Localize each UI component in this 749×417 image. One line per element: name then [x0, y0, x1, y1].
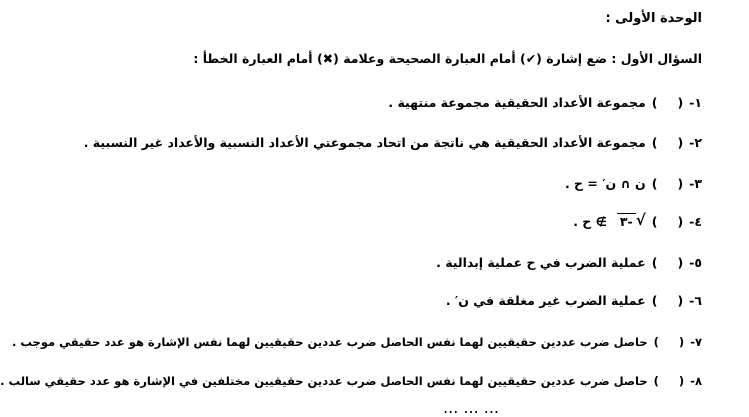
list-item [64, 292, 702, 310]
item-number: ٨- [690, 374, 702, 388]
answer-paren-close: ) [653, 335, 659, 349]
item-number: ٤- [689, 214, 702, 229]
list-item [64, 175, 702, 193]
list-item [64, 134, 702, 152]
answer-paren-close: ) [653, 374, 659, 388]
item-statement: ن ∩ ن′ = ح . [564, 176, 646, 191]
answer-paren-close: ) [651, 135, 658, 150]
answer-paren-open: ( [677, 176, 684, 191]
list-item [64, 213, 702, 231]
answer-paren-open: ( [678, 374, 685, 388]
answer-paren-close: ) [651, 95, 658, 110]
answer-paren-open: ( [677, 255, 684, 270]
radical-sign-icon: √ [635, 211, 646, 229]
item-statement: عملية الضرب في ح عملية إبدالية . [436, 255, 646, 270]
unit-title: الوحدة الأولى : [605, 11, 702, 26]
item-statement: حاصل ضرب عددين حقيقيين لهما نفس الحاصل ضرب عددين حقيقيين لهما نفس الإشارة هو عدد حقيقي موجب . [12, 335, 648, 349]
item-statement: عملية الضرب غير مغلقة في ن′ . [445, 293, 646, 308]
answer-paren-open: ( [677, 214, 684, 229]
list-item [64, 94, 702, 112]
item-number: ٢- [689, 135, 702, 150]
answer-paren-close: ) [651, 214, 658, 229]
answer-paren-close: ) [651, 255, 658, 270]
item-statement: حاصل ضرب عددين حقيقيين لهما نفس الحاصل ضرب عددين حقيقيين مختلفين في الإشارة هو عدد حقيقي سالب . [0, 374, 648, 388]
item-number: ٦- [689, 293, 702, 308]
item-number: ٥- [689, 255, 702, 270]
question-instruction: السؤال الأول : ضع إشارة (✔) أمام العبارة الصحيحة وعلامة (✖) أمام العبارة الخطأ : [193, 51, 702, 66]
list-item [0, 372, 702, 390]
answer-paren-open: ( [677, 95, 684, 110]
answer-paren-close: ) [651, 293, 658, 308]
square-root [617, 213, 646, 231]
radicand: ٣- [617, 213, 636, 229]
item-number: ٧- [690, 335, 702, 349]
item-number: ١- [689, 95, 702, 110]
cut-off-next-line: ... ... ... [443, 398, 499, 417]
answer-paren-open: ( [677, 293, 684, 308]
item-statement: ∌ ح . [573, 214, 607, 229]
answer-paren-close: ) [651, 176, 658, 191]
answer-paren-open: ( [677, 135, 684, 150]
item-statement: مجموعة الأعداد الحقيقية مجموعة منتهية . [388, 95, 646, 110]
list-item [12, 333, 702, 351]
item-number: ٣- [689, 176, 702, 191]
item-statement: مجموعة الأعداد الحقيقية هي ناتجة من اتحاد مجموعتي الأعداد النسبية والأعداد غير النسبية . [83, 135, 646, 150]
answer-paren-open: ( [678, 335, 685, 349]
list-item [64, 254, 702, 272]
